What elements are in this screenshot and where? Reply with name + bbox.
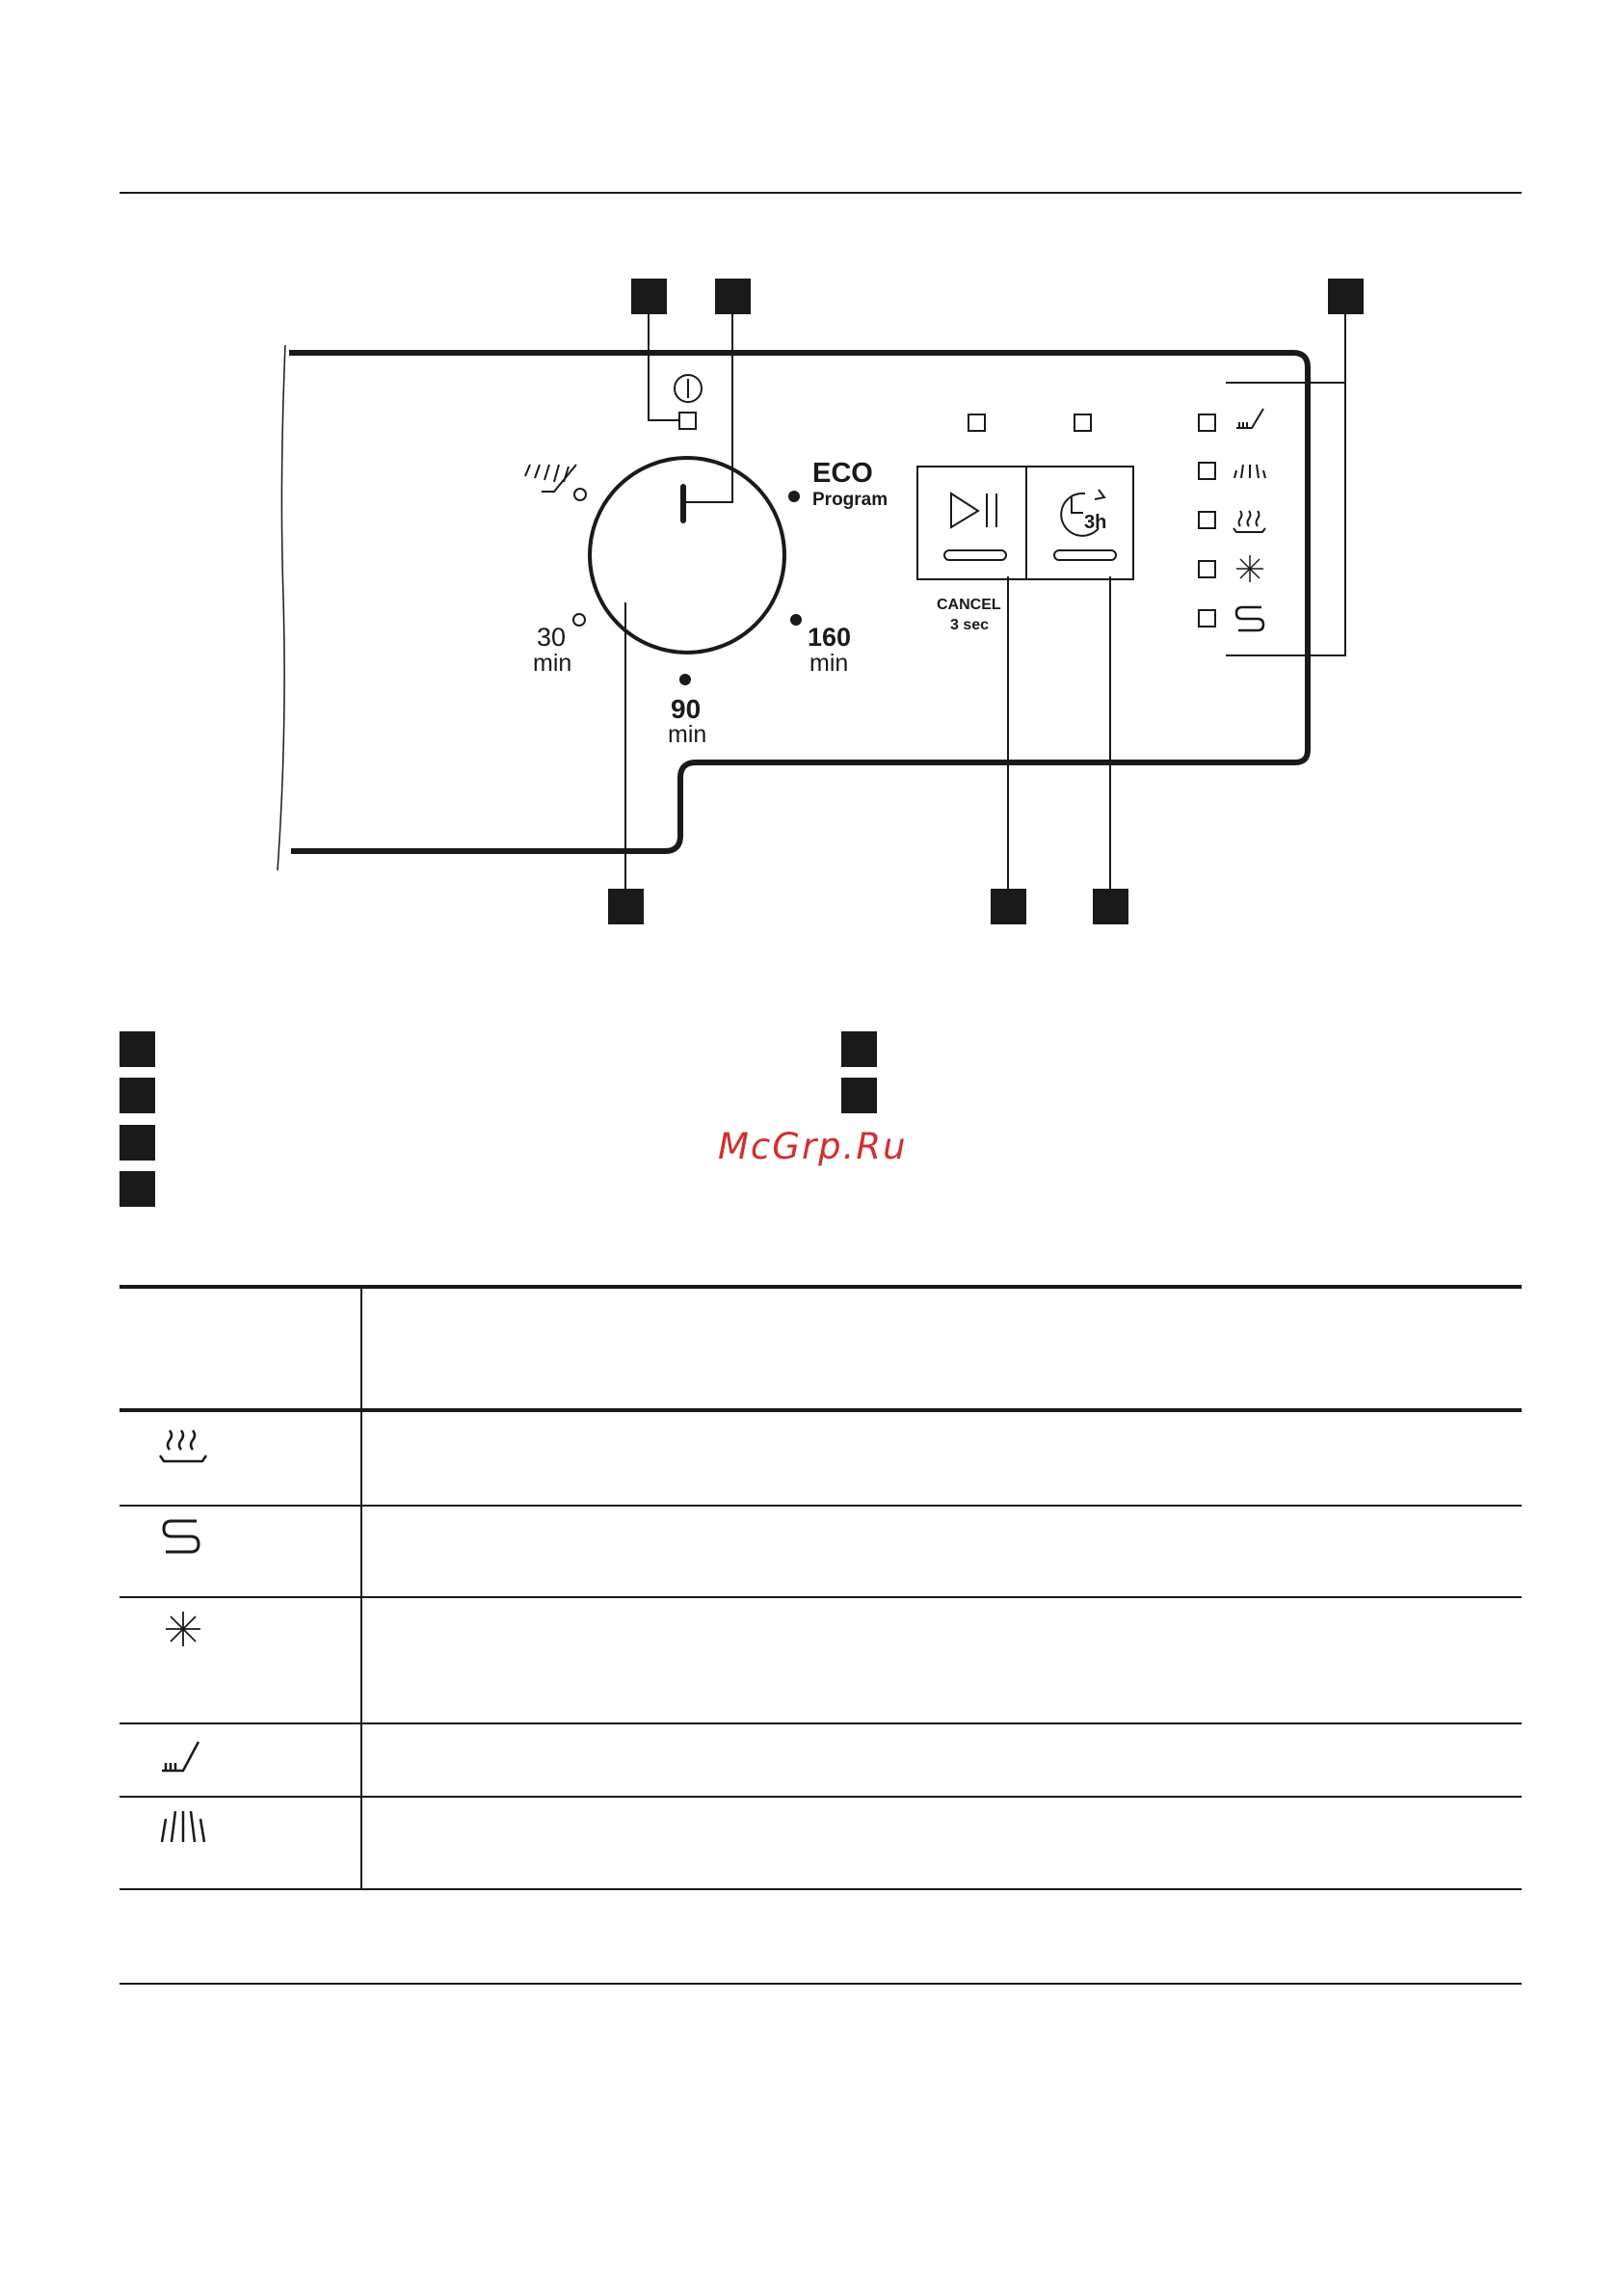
bottom-rule — [119, 1983, 1522, 1985]
legend-marker-3 — [119, 1125, 155, 1161]
indicator-lights-column — [1199, 414, 1215, 627]
prewash-position-dot — [574, 489, 586, 500]
callout-marker-5 — [991, 889, 1026, 924]
time160-position-dot — [790, 614, 802, 626]
indicator-drying — [1199, 512, 1215, 528]
time30-position-dot — [573, 614, 585, 626]
table-row-salt-icon — [154, 1608, 212, 1656]
delay-indicator-light — [1074, 414, 1091, 431]
table-row-divider — [119, 1596, 1522, 1598]
time90-position-dot — [679, 674, 691, 685]
legend-marker-1 — [119, 1031, 155, 1067]
drying-icon — [1233, 511, 1265, 532]
indicator-salt — [1199, 561, 1215, 577]
cancel-label: CANCEL — [937, 597, 1001, 613]
time30-value: 30 — [537, 623, 567, 652]
legend-marker-5 — [841, 1031, 877, 1067]
table-row-divider — [119, 1505, 1522, 1507]
panel-left-edge — [278, 345, 285, 870]
play-pause-icon — [951, 494, 978, 527]
table-row-drying-icon — [154, 1427, 212, 1475]
table-row-rinse-aid-icon — [154, 1513, 212, 1562]
time90-value: 90 — [671, 694, 702, 724]
spray-icon — [1234, 465, 1265, 478]
callout-marker-3 — [1328, 279, 1364, 314]
table-row-divider — [119, 1722, 1522, 1724]
delay-label: 3h — [1084, 512, 1107, 533]
program-label: Program — [812, 490, 889, 510]
time90-unit: min — [668, 721, 707, 748]
indicator-spray — [1199, 463, 1215, 479]
time30-unit: min — [533, 650, 572, 677]
time160-value: 160 — [808, 623, 852, 652]
watermark-text: McGrp.Ru — [718, 1126, 908, 1167]
delay-start-button — [1026, 467, 1133, 579]
indicator-rinse-aid — [1199, 610, 1215, 627]
table-row-spray-icon — [154, 1807, 212, 1855]
table-column-divider — [360, 1286, 362, 1889]
callout-line-1 — [649, 314, 679, 420]
eco-position-dot — [788, 491, 800, 502]
eco-label: ECO — [812, 458, 873, 489]
callout-marker-1 — [631, 279, 667, 314]
panel-outline — [289, 353, 1308, 851]
callout-line-2 — [683, 314, 732, 502]
legend-marker-2 — [119, 1078, 155, 1113]
callout-line-3 — [1226, 314, 1345, 655]
legend-marker-6 — [841, 1078, 877, 1113]
brush-icon — [1236, 409, 1263, 428]
table-row-brush-icon — [154, 1732, 212, 1780]
time160-unit: min — [809, 650, 849, 677]
prewash-icon — [525, 465, 576, 492]
callout-marker-4 — [608, 889, 644, 924]
cancel-time-label: 3 sec — [950, 617, 990, 633]
callout-marker-6 — [1093, 889, 1128, 924]
program-dial — [590, 458, 784, 653]
table-top-rule — [119, 1285, 1522, 1289]
table-row-divider — [119, 1796, 1522, 1798]
control-panel-diagram — [0, 0, 1618, 964]
power-indicator-light — [679, 413, 696, 429]
table-bottom-rule — [119, 1888, 1522, 1890]
salt-icon — [1236, 555, 1263, 582]
callout-marker-2 — [715, 279, 751, 314]
indicator-brush — [1199, 414, 1215, 431]
table-header-rule — [119, 1408, 1522, 1412]
start-pause-button — [917, 467, 1026, 579]
legend-marker-4 — [119, 1171, 155, 1207]
start-indicator-light — [968, 414, 985, 431]
rinse-aid-icon — [1236, 607, 1263, 630]
